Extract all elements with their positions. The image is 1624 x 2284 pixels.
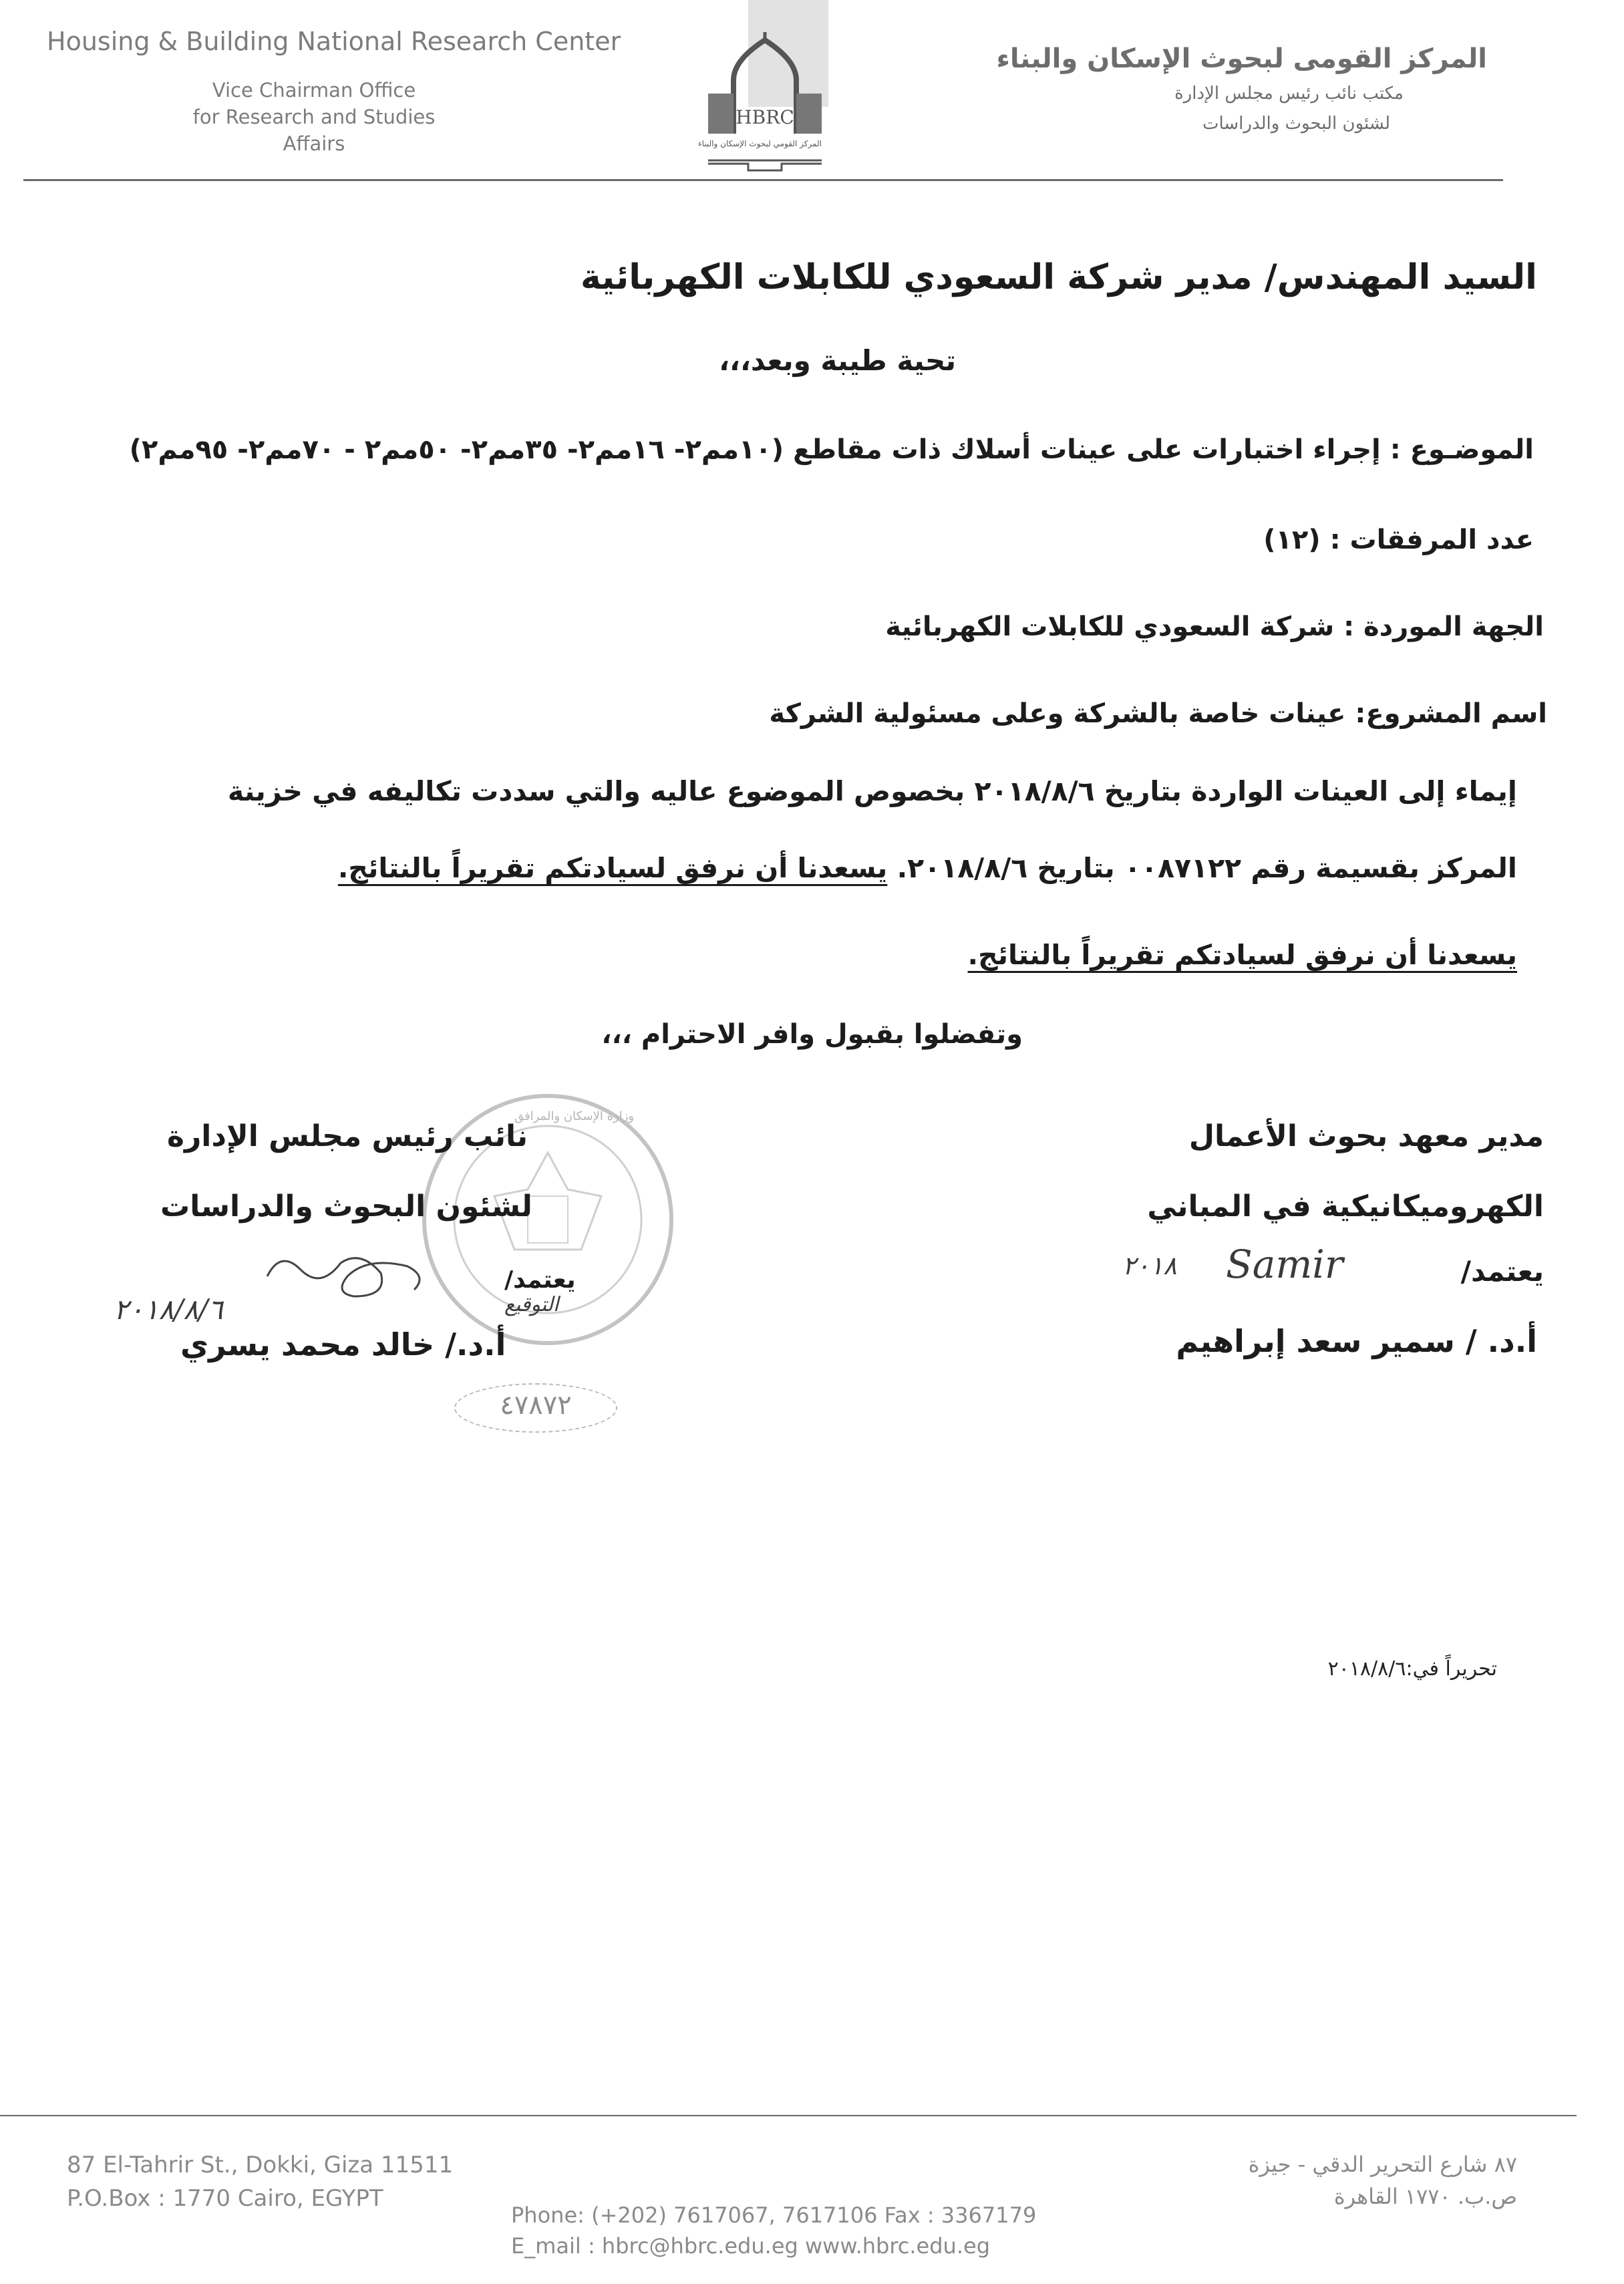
footer-phone-fax: Phone: (+202) 7617067, 7617106 Fax : 3367179 xyxy=(511,2202,1037,2228)
attachments-value: (١٢) xyxy=(1263,525,1321,555)
right-signature-date: ٢٠١٨ xyxy=(1122,1251,1177,1280)
body-line-1: إيماء إلى العينات الواردة بتاريخ ٢٠١٨/٨/٦ بخصوص الموضوع عاليه والتي سددت تكاليفه في خزينة xyxy=(227,775,1517,807)
left-handwritten-date: ٢٠١٨/٨/٦ xyxy=(114,1293,223,1326)
supplier-label: الجهة الموردة : xyxy=(1343,611,1544,642)
subject-value: إجراء اختبارات على عينات أسلاك ذات مقاطع (١٠مم٢- ١٦مم٢- ٣٥مم٢- ٥٠مم٢ - ٧٠مم٢- ٩٥مم٢) xyxy=(129,434,1381,465)
right-approve-label: يعتمد/ xyxy=(1460,1255,1544,1288)
right-signatory-name: أ.د. / سمير سعد إبراهيم xyxy=(1176,1323,1537,1359)
left-signatory-name: أ.د./ خالد محمد يسري xyxy=(180,1326,506,1363)
subject-label: الموضـوع : xyxy=(1390,434,1534,465)
footer-divider xyxy=(0,2115,1577,2116)
supplier-row xyxy=(885,611,1544,642)
footer-contact xyxy=(511,2200,1036,2261)
issue-date-label: تحريراً في: xyxy=(1406,1657,1497,1681)
left-title-line2: لشئون البحوث والدراسات xyxy=(160,1189,532,1224)
project-value: عينات خاصة بالشركة وعلى مسئولية الشركة xyxy=(769,698,1346,729)
addressee: السيد المهندس/ مدير شركة السعودي للكابلات الكهربائية xyxy=(580,257,1537,297)
attachments-row xyxy=(1263,525,1534,555)
left-signature-scribble xyxy=(254,1236,454,1310)
hbrc-logo xyxy=(697,0,828,174)
repeat-line: يسعدنا أن نرفق لسيادتكم تقريراً بالنتائج. xyxy=(967,939,1517,971)
office-line1-en: Vice Chairman Office xyxy=(212,79,416,102)
office-line2-en: for Research and Studies Affairs xyxy=(192,106,436,155)
letterhead-office-line1-ar: مكتب نائب رئيس مجلس الإدارة xyxy=(1174,84,1404,104)
stamp-text: وزارة الإسكان والمرافق xyxy=(514,1109,635,1123)
subject-row xyxy=(130,434,1534,465)
footer-ar-address-line1: ٨٧ شارع التحرير الدقي - جيزة xyxy=(1248,2152,1517,2177)
reference-number: ٤٧٨٧٢ xyxy=(500,1390,572,1421)
body-line-2 xyxy=(338,852,1517,884)
footer-email-web: E_mail : hbrc@hbrc.edu.eg www.hbrc.edu.eg xyxy=(511,2233,990,2259)
project-label: اسم المشروع: xyxy=(1355,698,1547,729)
header-divider xyxy=(23,179,1503,181)
right-title-line2: الكهروميكانيكية في المباني xyxy=(1147,1189,1544,1224)
project-row xyxy=(769,698,1547,729)
left-handwritten-note: التوقيع xyxy=(504,1293,559,1316)
footer-en-address-line2: P.O.Box : 1770 Cairo, EGYPT xyxy=(67,2185,383,2212)
left-approve-label: يعتمد/ xyxy=(504,1266,576,1294)
body-line-2-underlined: يسعدنا أن نرفق لسيادتكم تقريراً بالنتائج. xyxy=(337,852,888,884)
svg-text:HBRC: HBRC xyxy=(736,106,794,128)
left-title-line1: نائب رئيس مجلس الإدارة xyxy=(167,1119,528,1153)
footer-en-address-line1: 87 El-Tahrir St., Dokki, Giza 11511 xyxy=(67,2152,454,2178)
right-signature: Samir xyxy=(1226,1242,1343,1287)
issue-date-value: ٢٠١٨/٨/٦ xyxy=(1327,1657,1406,1681)
letterhead-org-name-ar: المركز القومى لبحوث الإسكان والبناء xyxy=(996,43,1487,74)
supplier-value: شركة السعودي للكابلات الكهربائية xyxy=(885,611,1335,642)
letterhead-office-line2-ar: لشئون البحوث والدراسات xyxy=(1202,114,1390,134)
footer-ar-address xyxy=(1249,2148,1517,2212)
body-line-2-text: المركز بقسيمة رقم ٠٠٨٧١٢٢ بتاريخ ٢٠١٨/٨/٦. xyxy=(897,852,1517,884)
greeting: تحية طيبة وبعد،،، xyxy=(719,344,956,377)
issue-date-row xyxy=(1328,1657,1497,1681)
footer-en-address xyxy=(67,2148,453,2215)
letterhead-org-name-en: Housing & Building National Research Center xyxy=(47,27,621,56)
logo-caption: المركز القومي لبحوث الإسكان والبناء xyxy=(697,139,822,148)
footer-ar-address-line2: ص.ب. ١٧٧٠ القاهرة xyxy=(1333,2184,1517,2209)
reference-number-stamp xyxy=(454,1383,617,1433)
attachments-label: عدد المرفقات : xyxy=(1329,525,1534,555)
closing: وتفضلوا بقبول وافر الاحترام ،،، xyxy=(601,1019,1023,1050)
letterhead-office-en xyxy=(160,77,468,157)
right-title-line1: مدير معهد بحوث الأعمال xyxy=(1188,1119,1544,1153)
